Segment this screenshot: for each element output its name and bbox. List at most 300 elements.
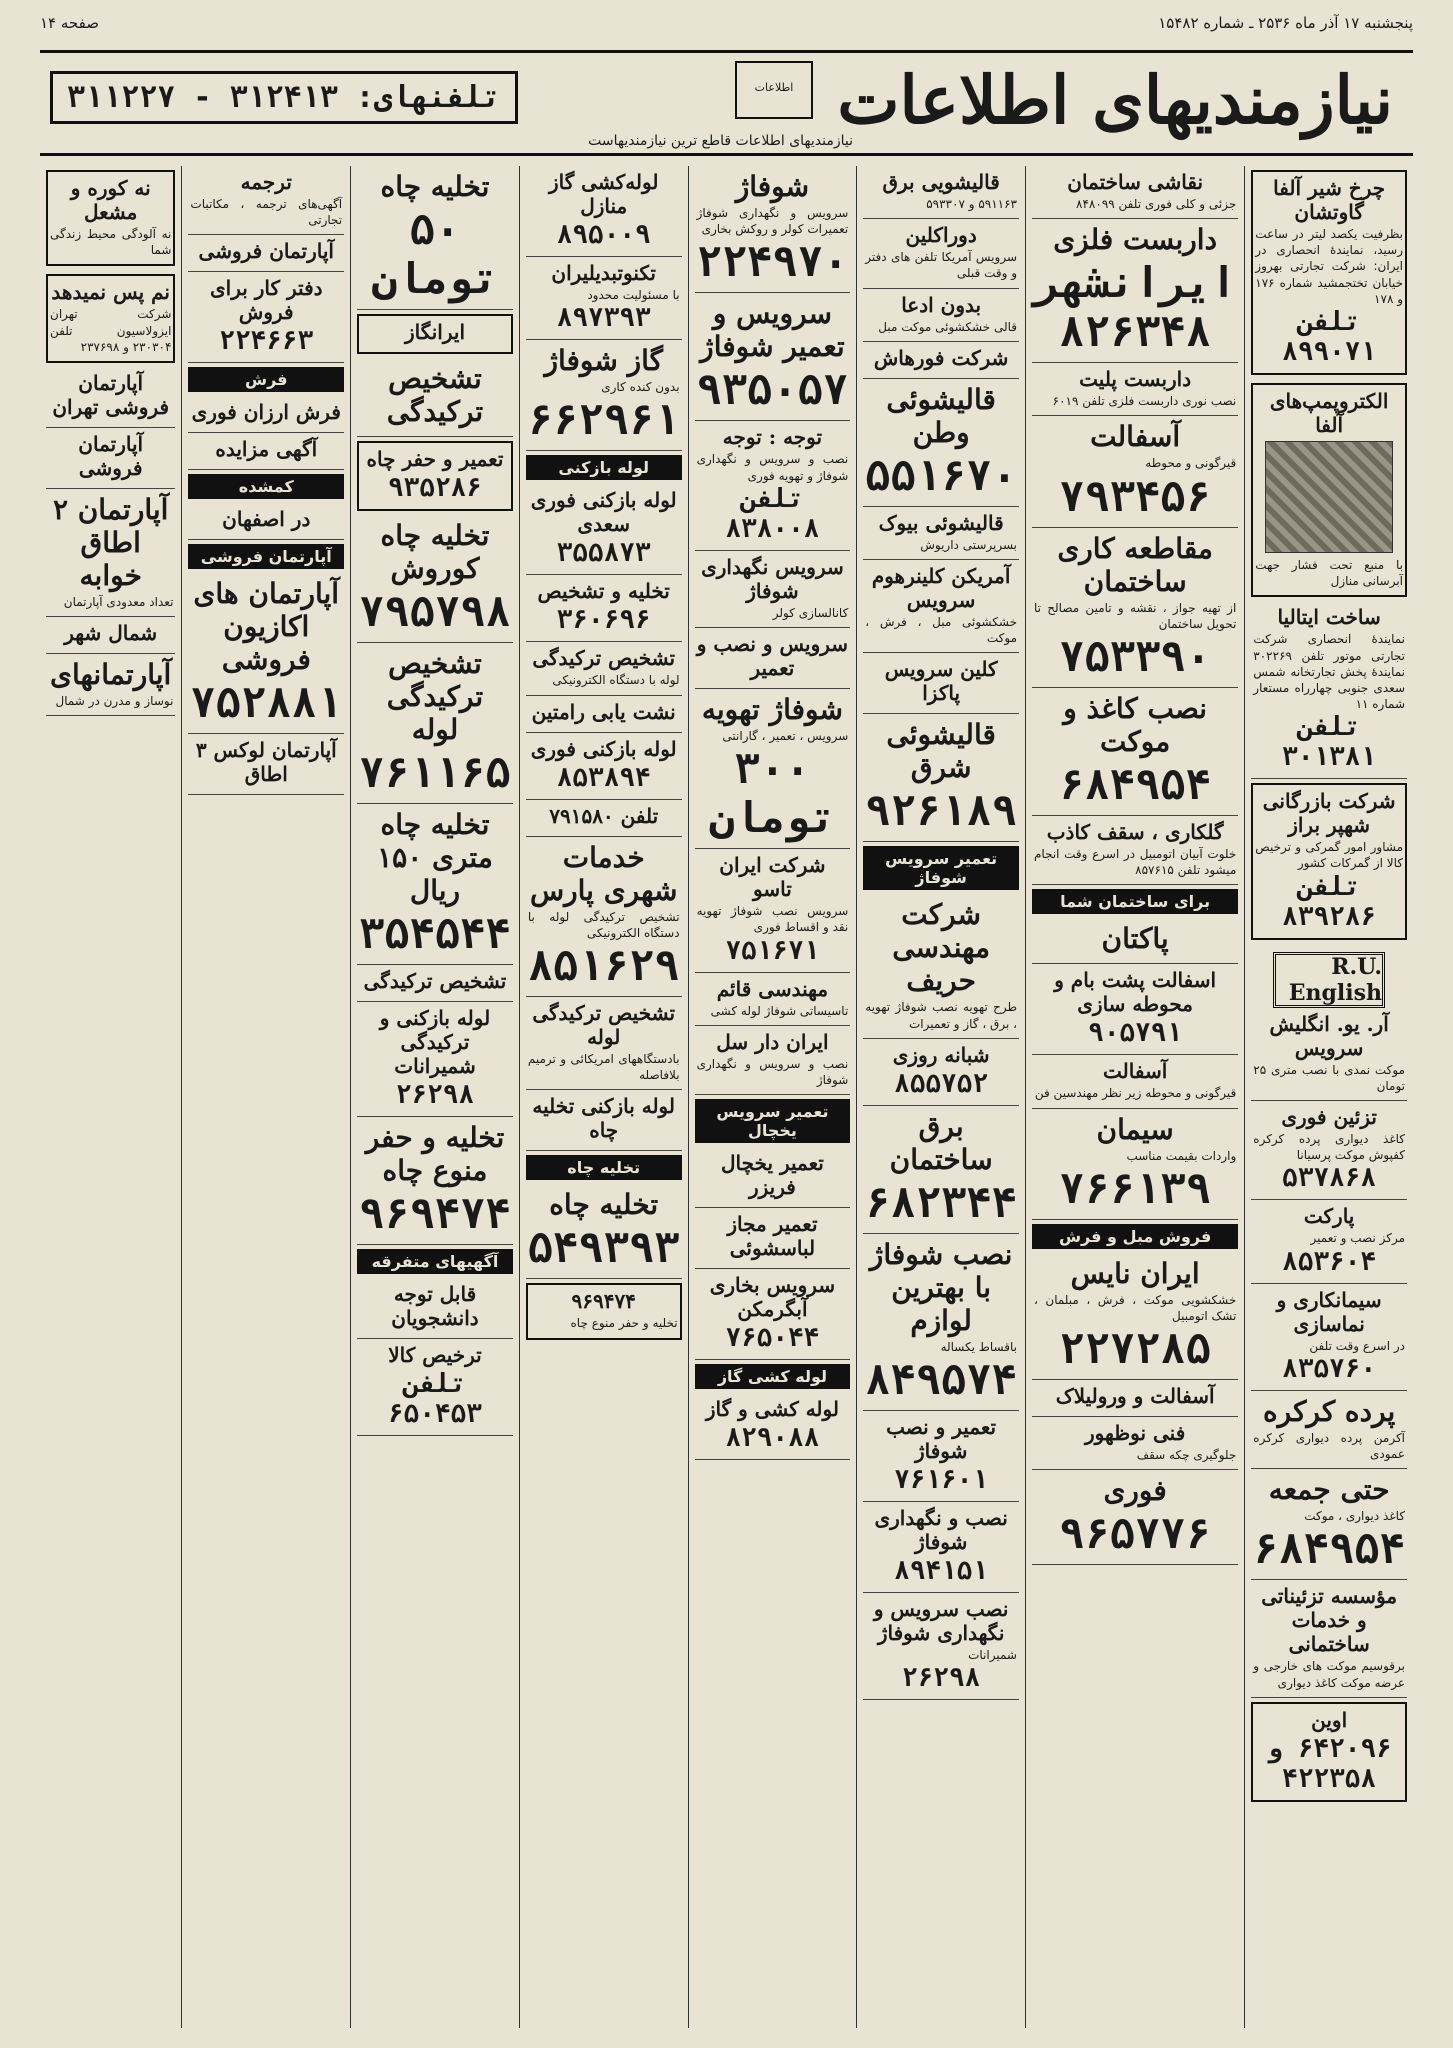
classified-ad xyxy=(188,235,344,272)
ad-title: تخلیه و حفر منوع چاه xyxy=(365,1121,505,1187)
ad-title: خدمات شهری پارس xyxy=(529,840,678,907)
ad-column-6 xyxy=(350,166,519,2028)
ad-body: جلوگیری چکه سقف xyxy=(1136,1448,1237,1463)
ad-body: آکرمن پرده دیواری کرکره عمودی xyxy=(1253,1430,1405,1461)
classified-ad xyxy=(1032,1055,1238,1108)
page-label: صفحه ۱۴ xyxy=(40,14,99,32)
ad-title: ایران نایس xyxy=(1070,1256,1200,1290)
ad-body: ۵۹۱۱۶۳ و ۵۹۳۳۰۷ xyxy=(926,197,1017,211)
ad-title: نه کوره و مشعل xyxy=(70,176,151,224)
ad-phone-number: ۸۹۷۳۹۳ xyxy=(556,303,651,334)
ad-title: تعمیر یخچال فریزر xyxy=(721,1151,824,1200)
classified-ad xyxy=(526,575,682,642)
ad-title: نصب کاغذ و موکت xyxy=(1063,691,1208,758)
classified-ad xyxy=(526,642,682,695)
ad-body: قالی خشکشوئی موکت مبل xyxy=(878,319,1017,334)
classified-ad xyxy=(357,441,513,511)
ad-title: پرده کرکره xyxy=(1262,1394,1396,1428)
product-image xyxy=(1265,441,1393,553)
ad-title: تشخیص ترکیدگی xyxy=(363,969,507,993)
classified-ad xyxy=(188,396,344,433)
ad-body: تاسیساتی شوفاژ لوله کشی xyxy=(710,1003,849,1018)
classified-ad xyxy=(695,973,851,1026)
ad-title: داربست فلزی xyxy=(1053,223,1218,257)
ad-title: دوراکلین xyxy=(905,223,977,248)
classified-ad xyxy=(863,289,1019,342)
classified-ad xyxy=(526,257,682,340)
classified-ad xyxy=(46,617,175,654)
ad-body: مشاور امور گمرکی و ترخیص کالا از گمرکات کشور xyxy=(1255,840,1403,871)
ad-body: سرویس ، تعمیر ، گارانتی xyxy=(722,728,849,743)
ad-body: موکت نمدی با نصب متری ۲۵ تومان xyxy=(1253,1062,1405,1093)
ad-title: تکنوتبدیلیران xyxy=(551,261,656,285)
classified-ad xyxy=(1251,1284,1407,1391)
ad-title: آسفالت و ورولیلاک xyxy=(1055,1384,1215,1409)
ad-body: سرویس و نگهداری شوفاژ تعمیرات کولر و روکش بخاری xyxy=(696,206,849,237)
ad-phone-number: ۶۶۲۹۶۱ xyxy=(527,395,680,445)
ad-body: نصب نوری داربست فلزی تلفن ۶۰۱۹ xyxy=(1052,394,1237,409)
ad-title: تزئین فوری xyxy=(1281,1105,1377,1129)
ad-title: آگهی مزایده xyxy=(215,437,318,462)
classified-ad xyxy=(357,1278,513,1339)
classified-ad xyxy=(695,628,851,689)
classified-ad xyxy=(357,1339,513,1436)
ad-phone-number: ۹۶۹۴۷۴ xyxy=(359,1189,511,1238)
ad-body: سرویس نصب شوفاژ تهویه نقد و اقساط فوری xyxy=(696,904,849,935)
ad-title: تخلیه چاه کوروش xyxy=(380,519,490,585)
ad-title: نم پس نمیدهد xyxy=(51,280,170,305)
ad-phone-number: ۷۶۱۱۶۵ xyxy=(359,748,511,797)
ad-phone-number: ۸۳۵۷۶۰ xyxy=(1282,1353,1377,1384)
ad-title: سرویس بخاری آبگرمکن xyxy=(709,1273,836,1322)
ad-body: بظرفیت یکصد لیتر در ساعت رسید، نمایندۀ انحصاری در ایران: شرکت تجارتی بهروز خیابان تختجمشید شماره ۱۷۶ و ۱۷۸ xyxy=(1255,227,1403,306)
classified-ad xyxy=(863,1234,1019,1411)
ad-title: نصب شوفاژ با بهترین لوازم xyxy=(869,1237,1013,1337)
classified-ad xyxy=(526,800,682,837)
classified-ad xyxy=(1251,783,1407,939)
section-banner: فروش مبل و فرش xyxy=(1032,1224,1238,1249)
ad-phone-number: ۸۹۴۱۵۱ xyxy=(894,1555,989,1586)
ad-phone-number: ۹۲۶۱۸۹ xyxy=(865,786,1017,836)
classified-ad xyxy=(1251,601,1407,779)
ad-title: مقاطعه کاری ساختمان xyxy=(1057,531,1213,598)
ad-phone-number: ۲۲۴۹۷۰ xyxy=(696,237,849,287)
ad-body: نوساز و مدرن در شمال xyxy=(55,694,174,709)
ad-title: ایرانگاز xyxy=(404,320,466,344)
ad-title: حتی جمعه xyxy=(1268,1473,1390,1507)
classified-ad xyxy=(863,342,1019,379)
ad-title: پارکت xyxy=(1303,1204,1355,1229)
classified-ad xyxy=(1251,170,1407,375)
ad-phone-number: ۳۶۰۶۹۶ xyxy=(556,605,651,636)
ad-body: آگهی‌های ترجمه ، مکاتبات تجارتی xyxy=(190,197,343,228)
ad-column-3 xyxy=(856,166,1025,2028)
ad-phone-number: ۳۵۴۵۴۴ xyxy=(359,909,511,958)
ad-title: تخلیه چاه متری ۱۵۰ ریال xyxy=(377,808,493,907)
ad-body: نه آلودگی محیط زندگی شما xyxy=(50,227,172,258)
classified-ad xyxy=(695,1026,851,1095)
classified-ad xyxy=(863,653,1019,714)
classified-ad xyxy=(1251,1469,1407,1580)
ad-title: نصب سرویس و نگهداری شوفاژ xyxy=(873,1596,1009,1645)
classified-ad xyxy=(1032,1253,1238,1380)
ad-title: تعمیر مجاز لباسشوئی xyxy=(727,1212,818,1261)
classified-ad xyxy=(1251,383,1407,597)
ad-title: تشخیص ترکیدگی لوله xyxy=(532,1000,676,1049)
ad-body: لوله با دستگاه الکترونیکی xyxy=(552,673,680,688)
classified-ad xyxy=(357,358,513,437)
classified-ad xyxy=(357,643,513,804)
ad-body: نصب و سرویس و نگهداری شوفاژ xyxy=(696,1056,849,1087)
section-banner: لوله بازکنی xyxy=(526,455,682,480)
ad-body: با منبع تحت فشار جهت آبرسانی منازل xyxy=(1255,557,1403,589)
ad-phone-number: ۹۳۵۲۸۶ xyxy=(388,473,482,503)
ad-title: مهندسی قائم xyxy=(716,976,829,1001)
page-top-line xyxy=(40,14,1413,36)
classified-ad xyxy=(1251,1580,1407,1697)
ad-title: آپارتمان فروشی xyxy=(78,431,144,480)
ad-title: شبانه روزی xyxy=(892,1042,990,1067)
classified-ad xyxy=(695,1269,851,1360)
ad-title: آپارتمان ۲ اطاق خوابه xyxy=(52,492,169,592)
classified-ad xyxy=(46,274,175,363)
ad-body: کانالسازی کولر xyxy=(772,605,849,620)
section-banner: برای ساختمان شما xyxy=(1032,889,1238,914)
ad-title: اوین xyxy=(1311,1707,1348,1732)
ad-phone-number: ۵۳۷۸۶۸ xyxy=(1282,1163,1377,1194)
classified-ad xyxy=(863,507,1019,560)
classified-ad xyxy=(526,997,682,1090)
brand-logo: R.U. English xyxy=(1273,952,1385,1008)
ad-title: قابل توجه دانشجویان xyxy=(391,1282,479,1330)
classified-ad xyxy=(1032,918,1238,964)
ad-phone-number: ۲۶۲۹۸ xyxy=(395,1080,475,1110)
ad-phone-number: ۲۶۲۹۸ xyxy=(902,1663,981,1694)
classified-ad xyxy=(357,1117,513,1245)
section-banner: تعمیر سرویس شوفاژ xyxy=(863,846,1019,890)
ad-title: فنی نوظهور xyxy=(1085,1421,1186,1446)
classified-ad xyxy=(46,170,175,266)
ad-title: آپارتمان فروشی تهران xyxy=(52,370,170,419)
ad-title: سرویس و تعمیر شوفاژ xyxy=(700,297,845,364)
ad-phone-number: ۷۹۳۴۵۶ xyxy=(1059,471,1211,521)
classified-ad xyxy=(46,367,175,428)
ad-phone-number: تلفن ۸۹۹۰۷۱ xyxy=(1282,306,1377,367)
classified-ad xyxy=(188,503,344,540)
ad-body: در اسرع وقت تلفن xyxy=(1309,1338,1405,1353)
ad-body: شرکت تهران ایزولاسیون تلفن ۲۳۰۳۰۴ و ۲۳۷۶۹۸ xyxy=(50,307,172,354)
ad-title: نشت یابی رامتین xyxy=(531,699,676,724)
classified-ad xyxy=(46,489,175,617)
ad-title: شرکت فورهاش xyxy=(873,345,1009,370)
ad-phone-number: ۹۳۵۰۵۷ xyxy=(696,365,849,415)
masthead xyxy=(40,50,1413,156)
section-banner: فرش xyxy=(188,367,344,392)
ad-phone-number: ۷۵۱۶۷۱ xyxy=(725,935,820,966)
ad-title: گاز شوفاژ xyxy=(544,344,663,378)
ad-body: کاغذ دیواری پرده کرکره کفپوش موکت پرسیانا xyxy=(1253,1132,1405,1163)
section-banner: لوله کشی گاز xyxy=(695,1364,851,1389)
newspaper-logo: اطلاعات xyxy=(735,61,813,119)
classified-ad xyxy=(526,733,682,800)
ad-phone-number: ۶۴۲۰۹۶ و ۴۲۲۳۵۸ xyxy=(1266,1733,1392,1794)
ad-phone-number: ۶۸۴۹۵۴ xyxy=(1253,1524,1405,1574)
masthead-phones: تلفنهای: ۳۱۲۴۱۳ - ۳۱۱۲۲۷ xyxy=(50,71,518,124)
ad-title: شوفاژ تهویه xyxy=(701,692,843,726)
classified-ad xyxy=(863,1411,1019,1502)
ad-title: آپارتمان فروشی xyxy=(198,239,334,264)
classified-ad xyxy=(526,340,682,451)
classified-ad xyxy=(695,849,851,972)
ad-body: بادستگاههای امریکائی و ترمیم بلافاصله xyxy=(527,1051,680,1083)
classified-ad xyxy=(1032,1109,1238,1220)
ad-phone-number: ایرانشهر ۸۲۶۳۴۸ xyxy=(1033,258,1237,357)
classified-ad xyxy=(695,1147,851,1208)
classified-ad xyxy=(1251,1702,1407,1802)
ad-title: در اصفهان xyxy=(222,507,311,532)
classified-ad xyxy=(357,166,513,310)
ads-grid xyxy=(40,166,1413,2028)
classified-ad xyxy=(863,219,1019,288)
ad-body: برقوسیم موکت های خارجی و عرضه موکت کاغذ دیواری xyxy=(1253,1659,1405,1690)
classified-ad xyxy=(1032,363,1238,416)
ad-title: الکتروپمپ‌های آلفا xyxy=(1269,388,1389,437)
ad-title: قالیشویی برق xyxy=(882,170,1000,194)
ad-body: شمیرانات xyxy=(968,1647,1017,1662)
ad-column-8 xyxy=(40,166,181,2028)
date-line: پنجشنبه ۱۷ آذر ماه ۲۵۳۶ ـ شماره ۱۵۴۸۲ xyxy=(1158,14,1413,32)
classified-ad xyxy=(1032,1470,1238,1565)
ad-phone-number: ۸۹۵۰۰۹ xyxy=(556,220,651,250)
ad-phone-number: ۵۰ تومان xyxy=(371,205,499,303)
section-banner: کمشده xyxy=(188,474,344,499)
classified-ad xyxy=(1032,219,1238,363)
ad-title: سیمانکاری و نماسازی xyxy=(1276,1287,1382,1336)
classified-ad xyxy=(188,573,344,734)
ad-phone-number: ۸۲۹۰۸۸ xyxy=(725,1423,820,1454)
classified-ad xyxy=(1251,944,1407,1101)
ad-title: آپارتمانهای xyxy=(50,658,172,692)
ad-body: تعداد معدودی آپارتمان xyxy=(63,594,174,609)
classified-ad xyxy=(1032,528,1238,688)
section-banner: آگهیهای متفرقه xyxy=(357,1249,513,1274)
ad-title: تخلیه چاه xyxy=(380,170,490,203)
ad-body: طرح تهویه نصب شوفاژ تهویه ، برق ، گاز و تعمیرات xyxy=(865,1000,1017,1031)
ad-title: کلین سرویس پاکزا xyxy=(884,657,998,706)
classified-ad xyxy=(1032,688,1238,816)
ad-title: شرکت ایران تاسو xyxy=(719,853,826,902)
ad-body: قیرگونی و محوطه زیر نظر مهندسین فن xyxy=(1034,1086,1237,1101)
ad-body: تخلیه و حفر منوع چاه xyxy=(570,1316,678,1331)
classified-ad xyxy=(357,314,513,354)
classified-ad xyxy=(863,379,1019,507)
ad-title: فرش ارزان فوری xyxy=(191,400,341,425)
classified-ad xyxy=(1251,1200,1407,1283)
ad-title: تشخیص ترکیدگی لوله xyxy=(386,647,484,746)
ad-phone-number: ۲۲۷۲۸۵ xyxy=(1059,1324,1211,1374)
ad-body: جزئی و کلی فوری تلفن ۸۴۸۰۹۹ xyxy=(1076,197,1237,211)
ad-title: برق ساختمان xyxy=(889,1109,993,1176)
ad-phone-number: ۸۵۱۶۲۹ xyxy=(527,940,680,990)
ad-phone-number: ۸۵۳۶۰۴ xyxy=(1282,1246,1377,1277)
ad-title: پاکتان xyxy=(1101,922,1169,956)
ad-body: از تهیه جواز ، نقشه و تامین مصالح تا تحویل ساختمان xyxy=(1034,600,1237,631)
ad-phone-number: ۶۸۲۳۴۴ xyxy=(865,1177,1017,1227)
classified-ad xyxy=(863,714,1019,842)
ad-body: خشکشویی موکت ، فرش ، مبلمان ، تشک اتومبیل xyxy=(1034,1292,1237,1323)
classified-ad xyxy=(188,734,344,795)
ad-phone-number: ۵۴۹۳۹۳ xyxy=(527,1223,680,1273)
ad-title: فوری xyxy=(1103,1474,1167,1508)
ad-body: باقساط یکساله xyxy=(940,1339,1017,1354)
ad-body: بسرپرستی داریوش xyxy=(920,537,1017,552)
ad-column-1 xyxy=(1244,166,1413,2028)
classified-ad xyxy=(695,1208,851,1269)
ad-title: سیمان xyxy=(1096,1112,1174,1146)
ad-title: آر. یو. انگلیش سرویس xyxy=(1269,1011,1389,1060)
ad-phone-number: ۸۴۹۵۷۴ xyxy=(865,1354,1017,1404)
classified-ad xyxy=(526,166,682,257)
classified-ad xyxy=(1032,416,1238,527)
ad-title: ترجمه xyxy=(240,170,292,194)
ad-body: خشکشوئی مبل ، فرش ، موکت xyxy=(865,614,1017,646)
ad-column-5 xyxy=(519,166,688,2028)
classified-ad xyxy=(1032,1380,1238,1417)
classified-ad xyxy=(188,433,344,470)
ad-phone-number: ۷۶۱۶۰۱ xyxy=(894,1464,989,1495)
ad-body: بدون کنده کاری xyxy=(601,380,680,395)
classified-ad xyxy=(46,654,175,716)
classified-ad xyxy=(526,1184,682,1279)
classified-ad xyxy=(863,1502,1019,1593)
ad-title: تشخیص ترکیدگی xyxy=(386,362,484,428)
classified-ad xyxy=(357,965,513,1002)
classified-ad xyxy=(695,551,851,628)
ad-title: قالیشوئی بیوک xyxy=(878,510,1004,535)
classified-ad xyxy=(695,421,851,550)
ad-phone-number: ۷۶۶۱۳۹ xyxy=(1059,1163,1211,1213)
ad-phone-number: تلفن ۶۵۰۴۵۳ xyxy=(388,1369,482,1429)
ad-phone-number: ۸۵۳۸۹۴ xyxy=(556,762,651,793)
classified-ad xyxy=(526,1283,682,1339)
ad-body: قیرگونی و محوطه xyxy=(1145,456,1237,471)
ad-body: واردات بقیمت مناسب xyxy=(1126,1148,1237,1163)
ad-title: لوله بازکنی و ترکیدگی شمیرانات xyxy=(379,1006,491,1078)
classified-ad xyxy=(1032,816,1238,885)
ad-body: مرکز نصب و تعمیر xyxy=(1310,1231,1405,1246)
classified-ad xyxy=(526,1090,682,1151)
ad-title: دفتر کار برای فروش xyxy=(209,276,323,325)
ad-title: آمریکن کلینرهوم سرویس xyxy=(871,563,1011,612)
ad-title: آپارتمان های اکازیون فروشی xyxy=(193,577,340,677)
classified-ad xyxy=(1251,1101,1407,1200)
ad-column-7 xyxy=(181,166,350,2028)
classified-ad xyxy=(357,1002,513,1117)
ad-phone-number: ۷۵۳۳۹۰ xyxy=(1059,631,1211,681)
ad-body: با مسئولیت محدود xyxy=(587,288,680,302)
ad-title: گلکاری ، سقف کاذب xyxy=(1046,819,1224,844)
ad-title: آسفالت xyxy=(1103,1059,1168,1084)
classified-ad xyxy=(695,689,851,849)
classified-ad xyxy=(1032,166,1238,219)
classified-ad xyxy=(357,804,513,965)
classified-ad xyxy=(863,166,1019,219)
ad-phone-number: ۹۰۵۷۹۱ xyxy=(1088,1018,1183,1049)
ad-title: سرویس نگهداری شوفاژ xyxy=(701,554,844,603)
ad-title: شرکت بازرگانی شهپر براز xyxy=(1262,789,1396,838)
ad-phone-number: ۷۹۵۷۹۸ xyxy=(359,587,511,636)
classified-ad xyxy=(526,696,682,733)
section-banner: آپارتمان فروشی xyxy=(188,544,344,569)
ad-phone-number: تلفن ۸۳۹۲۸۶ xyxy=(1282,871,1377,932)
ad-title: تعمیر و نصب شوفاژ xyxy=(886,1414,997,1463)
ad-column-4 xyxy=(688,166,857,2028)
ad-title: قالیشوئی شرق xyxy=(886,718,996,785)
ad-title: داربست پلیت xyxy=(1079,367,1192,392)
classified-ad xyxy=(46,428,175,489)
classified-ad xyxy=(357,515,513,643)
classified-ad xyxy=(526,837,682,997)
ad-phone-number: ۹۶۵۷۷۶ xyxy=(1059,1509,1211,1559)
classified-ad xyxy=(1032,964,1238,1055)
ad-title: ساخت ایتالیا xyxy=(1277,605,1381,630)
ad-phone-number: ۶۸۴۹۵۴ xyxy=(1059,759,1211,809)
ad-title: اسفالت پشت بام و محوطه سازی xyxy=(1054,968,1217,1017)
classified-ad xyxy=(863,1593,1019,1700)
ad-title: لوله بازکنی تخلیه چاه xyxy=(532,1094,675,1143)
ad-body: نمایندۀ انحصاری شرکت تجارتی موتور تلفن ۳۰۲۲۶۹ نمایندۀ پخش تجارتخانه شمس سعدی جنوبی چهارراه مستعار شماره ۱۱ xyxy=(1253,632,1405,712)
classified-ad xyxy=(1251,1391,1407,1469)
ad-title: تخلیه و تشخیص xyxy=(537,579,670,604)
ad-phone-number: ۷۶۵۰۴۴ xyxy=(725,1323,820,1354)
classified-ad xyxy=(188,166,344,235)
ad-title: آپارتمان لوکس ۳ اطاق xyxy=(195,738,337,787)
ad-title: لوله بازکنی فوری سعدی xyxy=(530,488,677,537)
classified-ad xyxy=(863,560,1019,653)
ad-title: لوله کشی و گاز xyxy=(705,1397,839,1422)
ad-title: تلفن ۷۹۱۵۸۰ xyxy=(549,803,659,828)
ad-phone-number: تلفن ۳۰۱۳۸۱ xyxy=(1282,712,1377,773)
ad-phone-number: ۸۵۵۷۵۲ xyxy=(894,1068,989,1099)
classified-ad xyxy=(863,894,1019,1038)
ad-title: لوله بازکنی فوری xyxy=(530,736,677,761)
ad-phone-number: ۳۵۵۸۷۳ xyxy=(556,538,651,569)
ad-title: نصب و نگهداری شوفاژ xyxy=(874,1505,1008,1554)
ad-title: آسفالت xyxy=(1090,420,1181,454)
ad-title: ایران دار سل xyxy=(716,1029,829,1054)
classified-ad xyxy=(1032,1417,1238,1470)
ad-title: تعمیر و حفر چاه xyxy=(366,447,504,471)
ad-title: توجه : توجه xyxy=(722,425,823,450)
ad-phone-number: ۷۵۲۸۸۱ xyxy=(190,678,343,728)
classified-ad xyxy=(188,272,344,363)
masthead-subtitle: نیازمندیهای اطلاعات قاطع ترین نیازمندیهاست xyxy=(588,133,853,149)
ad-title: بدون ادعا xyxy=(901,292,982,317)
classified-ad xyxy=(526,484,682,575)
ad-body: تشخیص ترکیدگی لوله با دستگاه الکترونیکی xyxy=(527,909,680,940)
ad-phone-number: ۵۵۱۶۷۰ xyxy=(865,450,1017,500)
ad-body: خلوت آبیان اتومبیل در اسرع وقت انجام میشود تلفن ۸۵۷۶۱۵ xyxy=(1034,846,1237,878)
ad-phone-number: ۳۰۰ تومان xyxy=(709,744,836,843)
ad-title: ترخیص کالا xyxy=(388,1343,482,1367)
masthead-title: نیازمندیهای اطلاعات xyxy=(837,61,1393,139)
ad-body: نصب و سرویس و نگهداری شوفاژ و تهویه فوری xyxy=(696,452,849,483)
ad-title: سرویس و نصب و تعمیر xyxy=(696,631,849,680)
ad-title: شرکت مهندسی حریف xyxy=(892,898,991,998)
ad-title: چرخ شیر آلفا گاوتشان xyxy=(1273,176,1386,224)
classified-ad xyxy=(695,166,851,293)
ad-body: کاغذ دیواری ، موکت xyxy=(1304,1509,1405,1524)
